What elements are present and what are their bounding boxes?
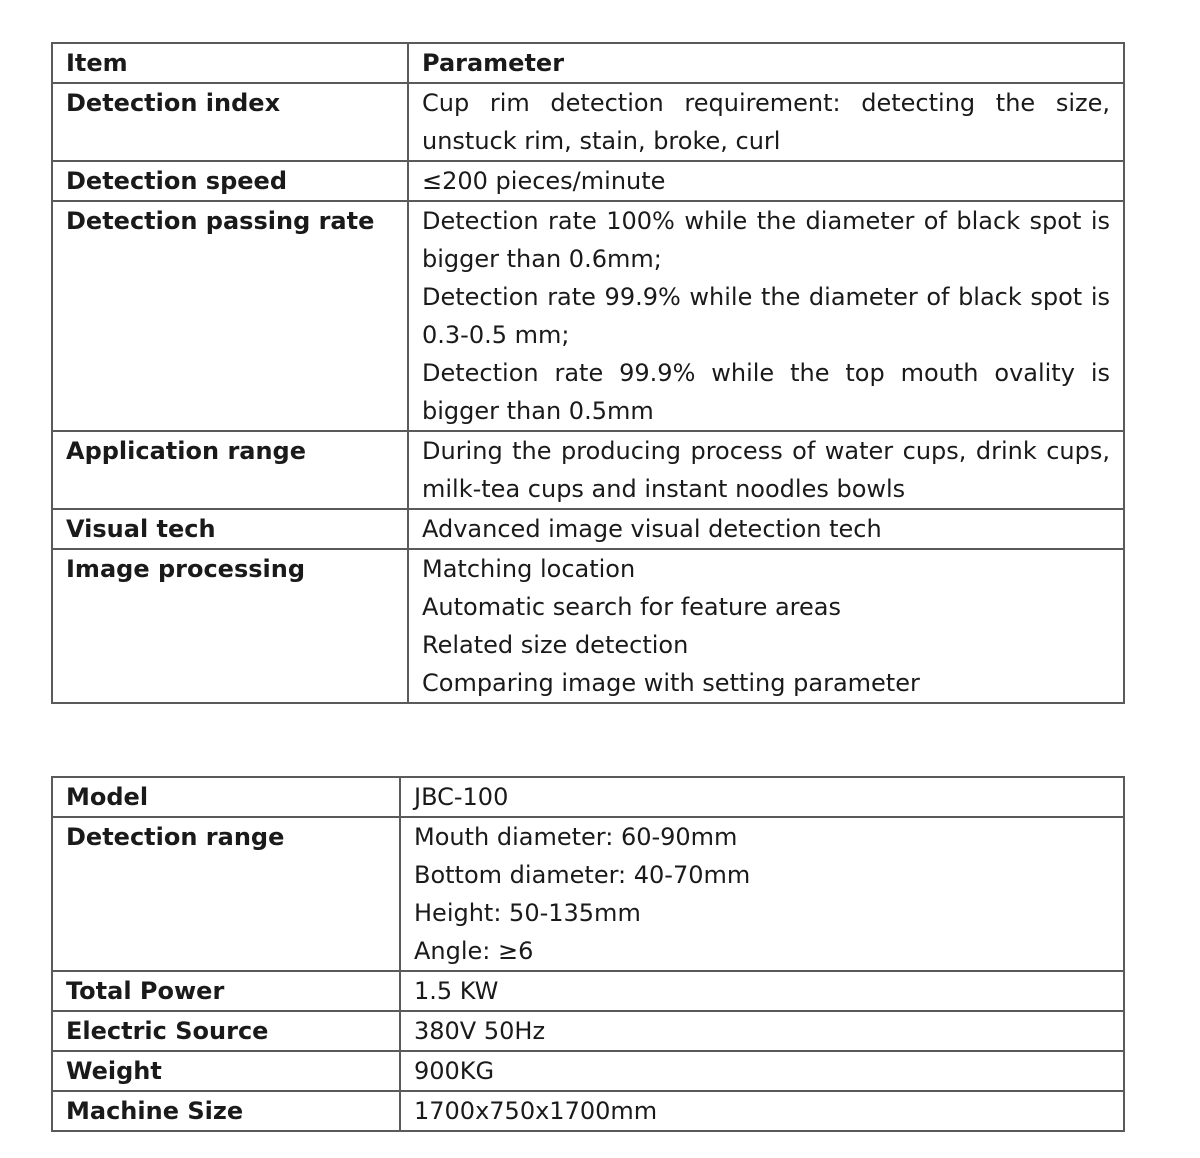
value-line: Detection rate 99.9% while the diameter of black spot is 0.3-0.5 mm; bbox=[422, 283, 1110, 349]
row-label: Electric Source bbox=[52, 1011, 400, 1051]
value-line: 380V 50Hz bbox=[414, 1017, 546, 1045]
row-label: Machine Size bbox=[52, 1091, 400, 1131]
value-line: Detection rate 100% while the diameter of black spot is bigger than 0.6mm; bbox=[422, 207, 1110, 273]
parameter-table bbox=[51, 42, 1125, 704]
row-label: Detection speed bbox=[52, 161, 408, 201]
table-row bbox=[52, 1051, 1124, 1091]
value-line: JBC-100 bbox=[414, 783, 509, 811]
value-line: Bottom diameter: 40-70mm bbox=[414, 861, 751, 889]
value-line: Cup rim detection requirement: detecting the size, unstuck rim, stain, broke, curl bbox=[422, 89, 1110, 155]
table-row bbox=[52, 1011, 1124, 1051]
value-line: Matching location bbox=[422, 555, 636, 583]
value-line: Height: 50-135mm bbox=[414, 899, 641, 927]
row-label: Detection index bbox=[52, 83, 408, 161]
value-line: Advanced image visual detection tech bbox=[422, 515, 882, 543]
row-value bbox=[400, 817, 1124, 971]
value-line: Related size detection bbox=[422, 631, 689, 659]
row-value bbox=[400, 1051, 1124, 1091]
value-line: Automatic search for feature areas bbox=[422, 593, 841, 621]
table-row bbox=[52, 1091, 1124, 1131]
table-row bbox=[52, 161, 1124, 201]
table-row bbox=[52, 431, 1124, 509]
row-value bbox=[408, 201, 1124, 431]
row-label: Total Power bbox=[52, 971, 400, 1011]
table-row bbox=[52, 549, 1124, 703]
table-row bbox=[52, 777, 1124, 817]
value-line: Detection rate 99.9% while the top mouth ovality is bigger than 0.5mm bbox=[422, 359, 1110, 425]
row-label: Weight bbox=[52, 1051, 400, 1091]
value-line: Mouth diameter: 60-90mm bbox=[414, 823, 738, 851]
table-row bbox=[52, 817, 1124, 971]
value-line: 1.5 KW bbox=[414, 977, 499, 1005]
model-spec-table bbox=[51, 776, 1125, 1132]
row-label: Detection range bbox=[52, 817, 400, 971]
value-line: Comparing image with setting parameter bbox=[422, 669, 920, 697]
value-line: 900KG bbox=[414, 1057, 495, 1085]
row-label: Image processing bbox=[52, 549, 408, 703]
column-header-parameter: Parameter bbox=[408, 43, 1124, 83]
value-line: 1700x750x1700mm bbox=[414, 1097, 658, 1125]
table-row bbox=[52, 971, 1124, 1011]
row-value bbox=[400, 1011, 1124, 1051]
table-row bbox=[52, 509, 1124, 549]
row-value bbox=[408, 549, 1124, 703]
row-label: Application range bbox=[52, 431, 408, 509]
row-value bbox=[408, 83, 1124, 161]
row-value bbox=[400, 971, 1124, 1011]
table-row bbox=[52, 201, 1124, 431]
table-header-row bbox=[52, 43, 1124, 83]
row-value bbox=[408, 509, 1124, 549]
row-label: Detection passing rate bbox=[52, 201, 408, 431]
table-row bbox=[52, 83, 1124, 161]
row-label: Visual tech bbox=[52, 509, 408, 549]
row-value bbox=[408, 431, 1124, 509]
row-value bbox=[400, 1091, 1124, 1131]
column-header-item: Item bbox=[52, 43, 408, 83]
row-value bbox=[408, 161, 1124, 201]
row-label: Model bbox=[52, 777, 400, 817]
value-line: During the producing process of water cups, drink cups, milk-tea cups and instant noodles bowls bbox=[422, 437, 1110, 503]
value-line: ≤200 pieces/minute bbox=[422, 167, 666, 195]
value-line: Angle: ≥6 bbox=[414, 937, 534, 965]
row-value bbox=[400, 777, 1124, 817]
